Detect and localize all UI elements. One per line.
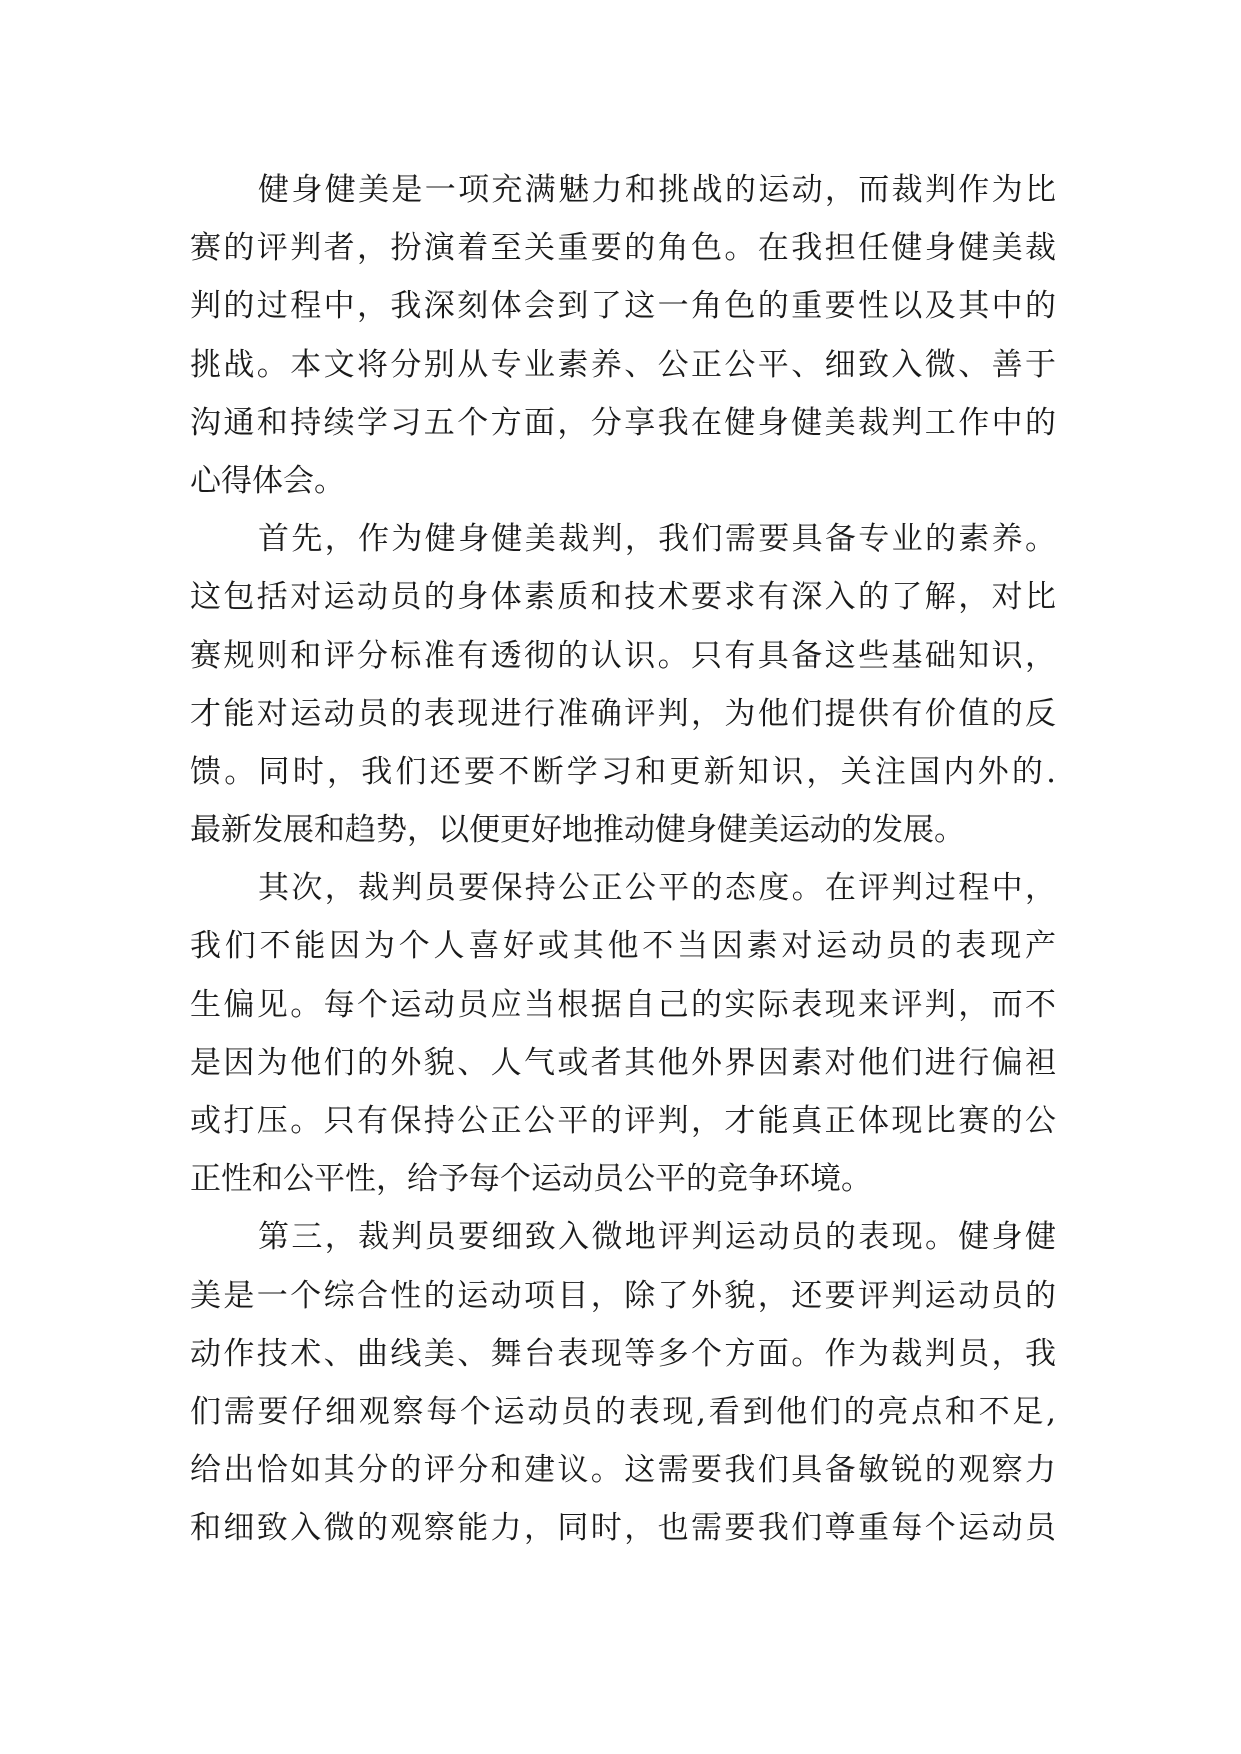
- text-line: 第三，裁判员要细致入微地评判运动员的表现。健身健: [258, 1219, 1056, 1256]
- text-line: 健身健美是一项充满魅力和挑战的运动，而裁判作为比: [258, 172, 1056, 208]
- text-line: 我们不能因为个人喜好或其他不当因素对运动员的表现产: [190, 928, 1056, 965]
- text-line: 给出恰如其分的评分和建议。这需要我们具备敏锐的观察力: [190, 1452, 1056, 1489]
- text-line: 最新发展和趋势，以便更好地推动健身健美运动的发展。: [190, 812, 965, 849]
- text-line: 美是一个综合性的运动项目，除了外貌，还要评判运动员的: [190, 1277, 1056, 1314]
- paragraph-professional: [190, 510, 1056, 859]
- text-line: 挑战。本文将分别从专业素养、公正公平、细致入微、善于: [190, 346, 1056, 383]
- text-line: 才能对运动员的表现进行准确评判，为他们提供有价值的反: [190, 695, 1056, 732]
- paragraph-detail: [190, 1208, 1056, 1557]
- text-line: 判的过程中，我深刻体会到了这一角色的重要性以及其中的: [190, 288, 1056, 325]
- text-line: 赛规则和评分标准有透彻的认识。只有具备这些基础知识，: [190, 637, 1056, 674]
- text-line: 心得体会。: [190, 462, 345, 499]
- text-line: 馈。同时，我们还要不断学习和更新知识，关注国内外的.: [190, 753, 1056, 790]
- body-text: [190, 161, 1056, 1558]
- text-line: 首先，作为健身健美裁判，我们需要具备专业的素养。: [258, 521, 1056, 558]
- text-line: 动作技术、曲线美、舞台表现等多个方面。作为裁判员，我: [190, 1335, 1056, 1372]
- text-line: 正性和公平性，给予每个运动员公平的竞争环境。: [190, 1161, 872, 1198]
- text-line: 其次，裁判员要保持公正公平的态度。在评判过程中，: [258, 870, 1056, 907]
- text-line: 生偏见。每个运动员应当根据自己的实际表现来评判，而不: [190, 986, 1056, 1023]
- text-line: 是因为他们的外貌、人气或者其他外界因素对他们进行偏袒: [190, 1044, 1056, 1081]
- text-line: 沟通和持续学习五个方面，分享我在健身健美裁判工作中的: [190, 404, 1056, 441]
- paragraph-fairness: [190, 859, 1056, 1208]
- text-line: 这包括对运动员的身体素质和技术要求有深入的了解，对比: [190, 579, 1056, 616]
- paragraph-intro: [190, 161, 1056, 510]
- text-line: 和细致入微的观察能力，同时，也需要我们尊重每个运动员: [190, 1510, 1056, 1547]
- text-line: 们需要仔细观察每个运动员的表现,看到他们的亮点和不足,: [190, 1393, 1056, 1430]
- text-line: 或打压。只有保持公正公平的评判，才能真正体现比赛的公: [190, 1103, 1056, 1139]
- text-line: 赛的评判者，扮演着至关重要的角色。在我担任健身健美裁: [190, 230, 1056, 267]
